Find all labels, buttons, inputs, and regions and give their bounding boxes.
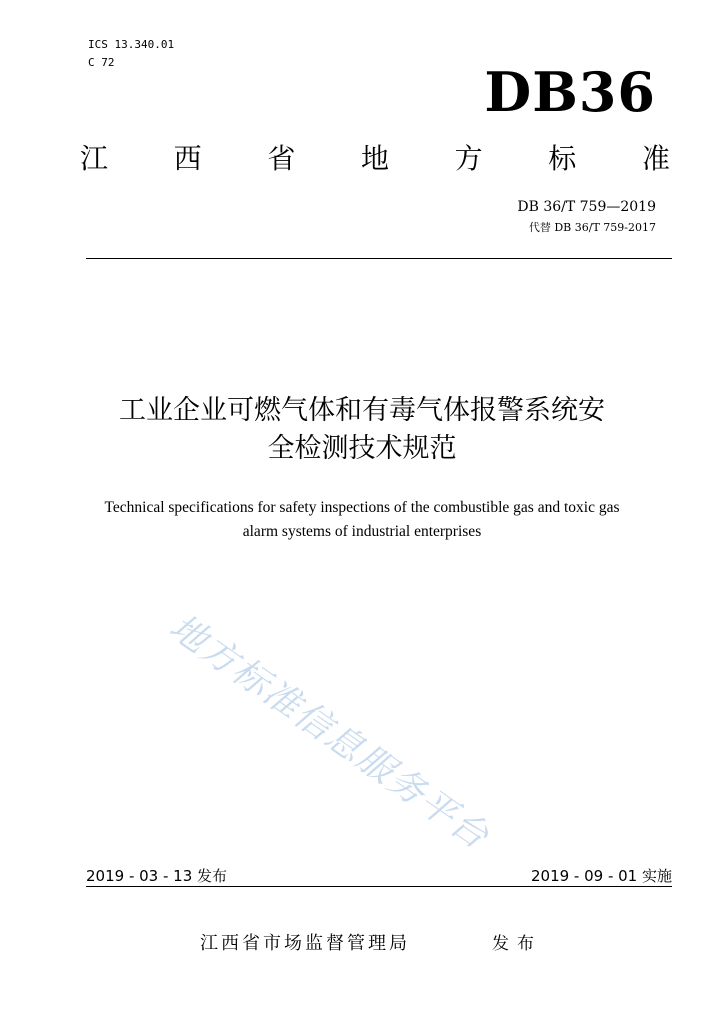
category-char: 省	[267, 142, 296, 175]
ics-code: ICS 13.340.01	[88, 38, 175, 51]
standard-mark: DB36	[484, 60, 656, 124]
replaces-note: 代替 DB 36/T 759-2017	[528, 221, 656, 234]
issue-label: 发布	[492, 934, 542, 954]
title-english-line: alarm systems of industrial enterprises	[242, 523, 482, 540]
title-chinese-line: 全检测技术规范	[267, 433, 457, 464]
watermark: 地方标准信息服务平台	[161, 606, 497, 859]
category-char: 地	[360, 142, 389, 175]
title-english	[40, 496, 684, 544]
category-char: 江	[80, 142, 109, 175]
title-chinese-line: 工业企业可燃气体和有毒气体报警系统安	[119, 395, 605, 426]
header-divider	[86, 258, 672, 259]
standard-number: DB 36/T 759—2019	[517, 199, 656, 215]
title-english-line: Technical specifications for safety inspections of the combustible gas and toxic gas	[104, 499, 620, 516]
category-char: 准	[641, 142, 670, 175]
issue-date: 2019 - 03 - 13 发布	[86, 867, 228, 885]
category-char: 标	[548, 142, 577, 175]
effective-date: 2019 - 09 - 01 实施	[530, 867, 672, 885]
standard-category	[80, 142, 670, 176]
category-char: 西	[173, 142, 202, 175]
title-chinese	[40, 392, 684, 468]
issuing-authority: 江西省市场监督管理局	[200, 933, 410, 954]
ccs-code: C 72	[88, 56, 115, 69]
footer-divider	[86, 886, 672, 887]
category-char: 方	[454, 142, 483, 175]
